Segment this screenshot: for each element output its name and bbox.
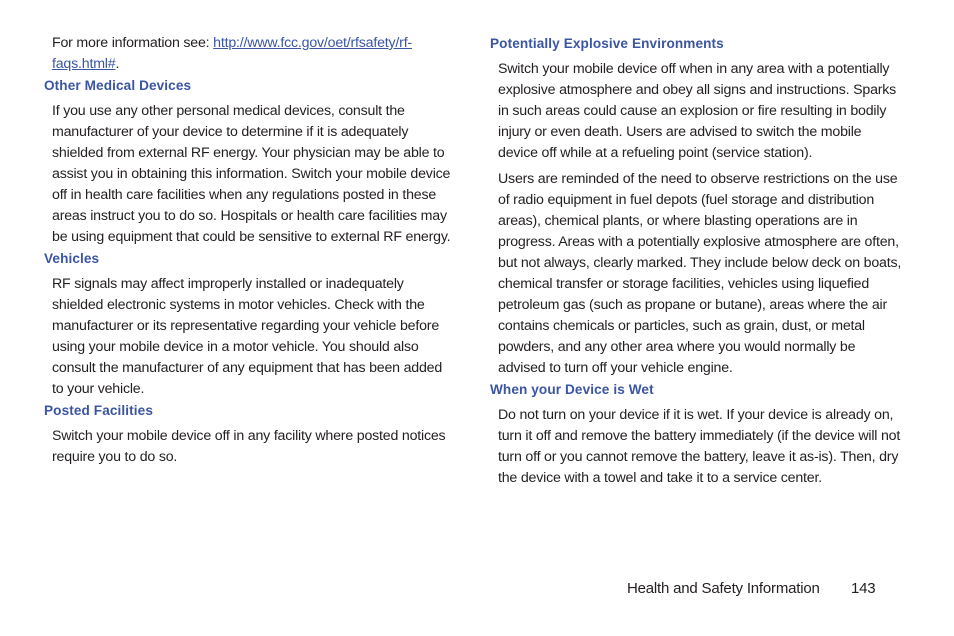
heading-other-medical-devices: Other Medical Devices <box>44 78 192 93</box>
intro-prefix: For more information see: <box>52 35 214 51</box>
paragraph-explosive-2: Users are reminded of the need to observe restrictions on the use of radio equipment in fuel depots (fuel storage and distribution areas), chemical plants, or where blasting operations are in progress. Areas with a potentially explosive atmosphere are often, but not always, clearly marked. They include below deck on boats, chemical transfer or storage facilities, vehicles using liquefied petroleum gas (such as propane or butane), areas where the air contains chemicals or particles, such as grain, dust, or metal powders, and any other area where you would normally be advised to turn off your vehicle engine. <box>498 171 902 376</box>
page-footer <box>627 578 887 600</box>
intro-suffix: . <box>115 56 120 72</box>
heading-posted-facilities: Posted Facilities <box>44 403 153 418</box>
fcc-rf-safety-link[interactable]: http://www.fcc.gov/oet/rfsafety/rf- faqs.html# <box>52 35 412 72</box>
paragraph-device-wet: Do not turn on your device if it is wet. If your device is already on, turn it off and remove the battery immediately (if the device will not turn off or you cannot remove the battery, leave it as-is). Then, dry the device with a towel and take it to a service center. <box>498 407 901 486</box>
heading-when-device-is-wet: When your Device is Wet <box>490 382 654 397</box>
paragraph-explosive-1: Switch your mobile device off when in any area with a potentially explosive atmosphere and obey all signs and instructions. Sparks in such areas could cause an explosion or fire resulting in bodily injury or even death. Users are advised to switch the mobile device off while at a refueling point (service station). <box>498 61 897 161</box>
heading-potentially-explosive-environments: Potentially Explosive Environments <box>490 36 724 51</box>
intro-paragraph <box>44 33 454 75</box>
right-column <box>490 33 902 489</box>
paragraph-posted-facilities: Switch your mobile device off in any facility where posted notices require you to do so. <box>52 428 446 465</box>
heading-vehicles: Vehicles <box>44 251 100 266</box>
left-column <box>44 33 454 468</box>
paragraph-other-medical-devices: If you use any other personal medical devices, consult the manufacturer of your device to determine if it is adequately shielded from external RF energy. Your physician may be able to assist you in obtaining this information. Switch your mobile device off in health care facilities when any regulations posted in these areas instruct you to do so. Hospitals or health care facilities may be using equipment that could be sensitive to external RF energy. <box>52 103 451 245</box>
page-number: 143 <box>851 580 876 597</box>
paragraph-vehicles: RF signals may affect improperly installed or inadequately shielded electronic systems in motor vehicles. Check with the manufacturer or its representative regarding your vehicle before using your mobile device in a motor vehicle. You should also consult the manufacturer of any equipment that has been added to your vehicle. <box>52 276 443 397</box>
footer-section-title: Health and Safety Information <box>627 580 820 597</box>
